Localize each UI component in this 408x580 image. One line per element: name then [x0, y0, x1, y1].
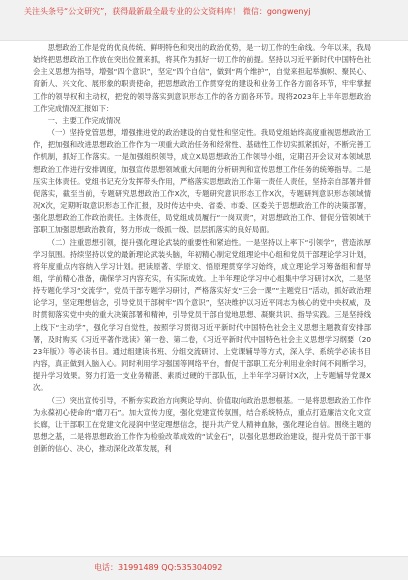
contact-footer-text: 电话：31991489 QQ:535304092 [94, 563, 223, 572]
contact-footer [0, 556, 408, 580]
promo-banner [0, 0, 408, 41]
promo-banner-text: 关注头条号“公文研究”，获得最新最全最专业的公文资料库！ 微信：gongwenyj [24, 7, 311, 16]
body-paragraph: （三）突出宣传引导，不断夯实政治方向舆论导向、价值取向政治思想根基。一是将思想政治工作作为永葆初心使命的“磨刀石”。加大宣传力度，强化党建宣传氛围，结合系统特点，重点打造廉洁文化文宣长廊，让干部职工在党建文化浸润中坚定理想信念，提升共产党人精神血脉，强化理论自信。围绕主题的思想之基，二是将思想政治工作作为检验改革成效的“试金石”，以强化思想政治建设，提升党员干部干事创新的信心、决心，推动深化改革发展，利 [33, 395, 371, 454]
section-heading: 一、主要工作完成情况 [47, 115, 121, 125]
document-body [33, 42, 371, 455]
body-paragraph: （二）注重思想引领，提升强化理论武装的重要性和紧迫性。一是坚持以上率下“引领学”，营造浓厚学习氛围。持续坚持以党的最新理论武装头脑，年初精心制定党组理论中心组和党员干部理论学习计划，将年度重点内容纳入学习计划。把读原著、学原文、悟原理贯穿学习始终，成立理论学习筹备组和督导组，学前精心准备，确保学习内容充实，有实际成效。上半年理论学习中心组集中学习研讨X次，二是坚持专题化学习“交流学”，党员干部专题学习研讨，严格落实好支“三会一课”“主题党日”活动，抓好政治理论学习，坚定理想信念，引导党员干部树牢“四个意识”，坚决维护以习近平同志为核心的党中央权威，及时贯彻落实党中央的重大决策部署和精神，引导党员干部自觉地思想、凝聚共识、指导实践。三是坚持线上线下“主动学”，强化学习自觉性，按照学习贯彻习近平新时代中国特色社会主义思想主题教育安排部署，及时购买《习近平著作选读》第一卷、第二卷，《习近平新时代中国特色社会主义思想学习纲要（2023年版）》等必读书目。通过组建读书班、分组交流研讨、上党课辅导等方式，深入学、系统学必读书目内容，真正做到入脑入心。同时利用学习强国等网络平台，督促干部职工充分利用业余时间不间断学习，提升学习效果。努力打造一支业务精湛、素质过硬的干部队伍，上半年学习研讨X次，上专题辅导党课X次。 [33, 237, 371, 393]
body-paragraph: （一）坚持党管思想，增强推进党的政治建设的自觉性和坚定性。我局党组始终高度重视思想政治工作，把加强和改进思想政治工作作为一项重大政治任务和经常性、基础性工作切实抓紧抓好，不断完善工作机制，抓好工作落实。一是加强组织领导，成立X局思想政治工作领导小组，定期召开会议对本领域思想政治工作进行安排调度，加强宣传思想领域重大问题的分析研判和宣传思想工作任务的统筹指导。二是压实主体责任。党组书记充分发挥带头作用，严格落实思想政治工作第一责任人责任，坚持亲自部署并督促落实，截至当前，专题研究思想政治工作X次，专题研究意识形态工作X次，专题研判意识形态领域情况X次，定期听取意识形态工作汇报，及时传达中央、省委、市委、区委关于思想政治工作的决策部署，强化思想政治工作政治责任。主体责任，局党组成员履行“一岗双责”，对思想政治工作、督促分管领域干部职工加强思想政治教育，努力形成一级抓一级、层层抓落实的良好局面。 [33, 128, 371, 235]
intro-paragraph: 思想政治工作是党的优良传统、鲜明特色和突出的政治优势，是一切工作的生命线。今年以来，我局始终把思想政治工作放在突出位置来抓，将其作为抓好一切工作的前提。坚持以习近平新时代中国特色社会主义思想为指导，增强“四个意识”，坚定“四个自信”，做到“两个维护”，自觉来担起举旗帜、聚民心、育新人、兴文化、展形象的职责使命，把思想政治工作贯穿党的建设和业务工作各方面各环节，牢牢掌握工作的领导权和主动权，把党的领导落实到意识形态工作的各方面各环节。现将2023年上半年思想政治工作完成情况汇报如下： [33, 43, 371, 113]
